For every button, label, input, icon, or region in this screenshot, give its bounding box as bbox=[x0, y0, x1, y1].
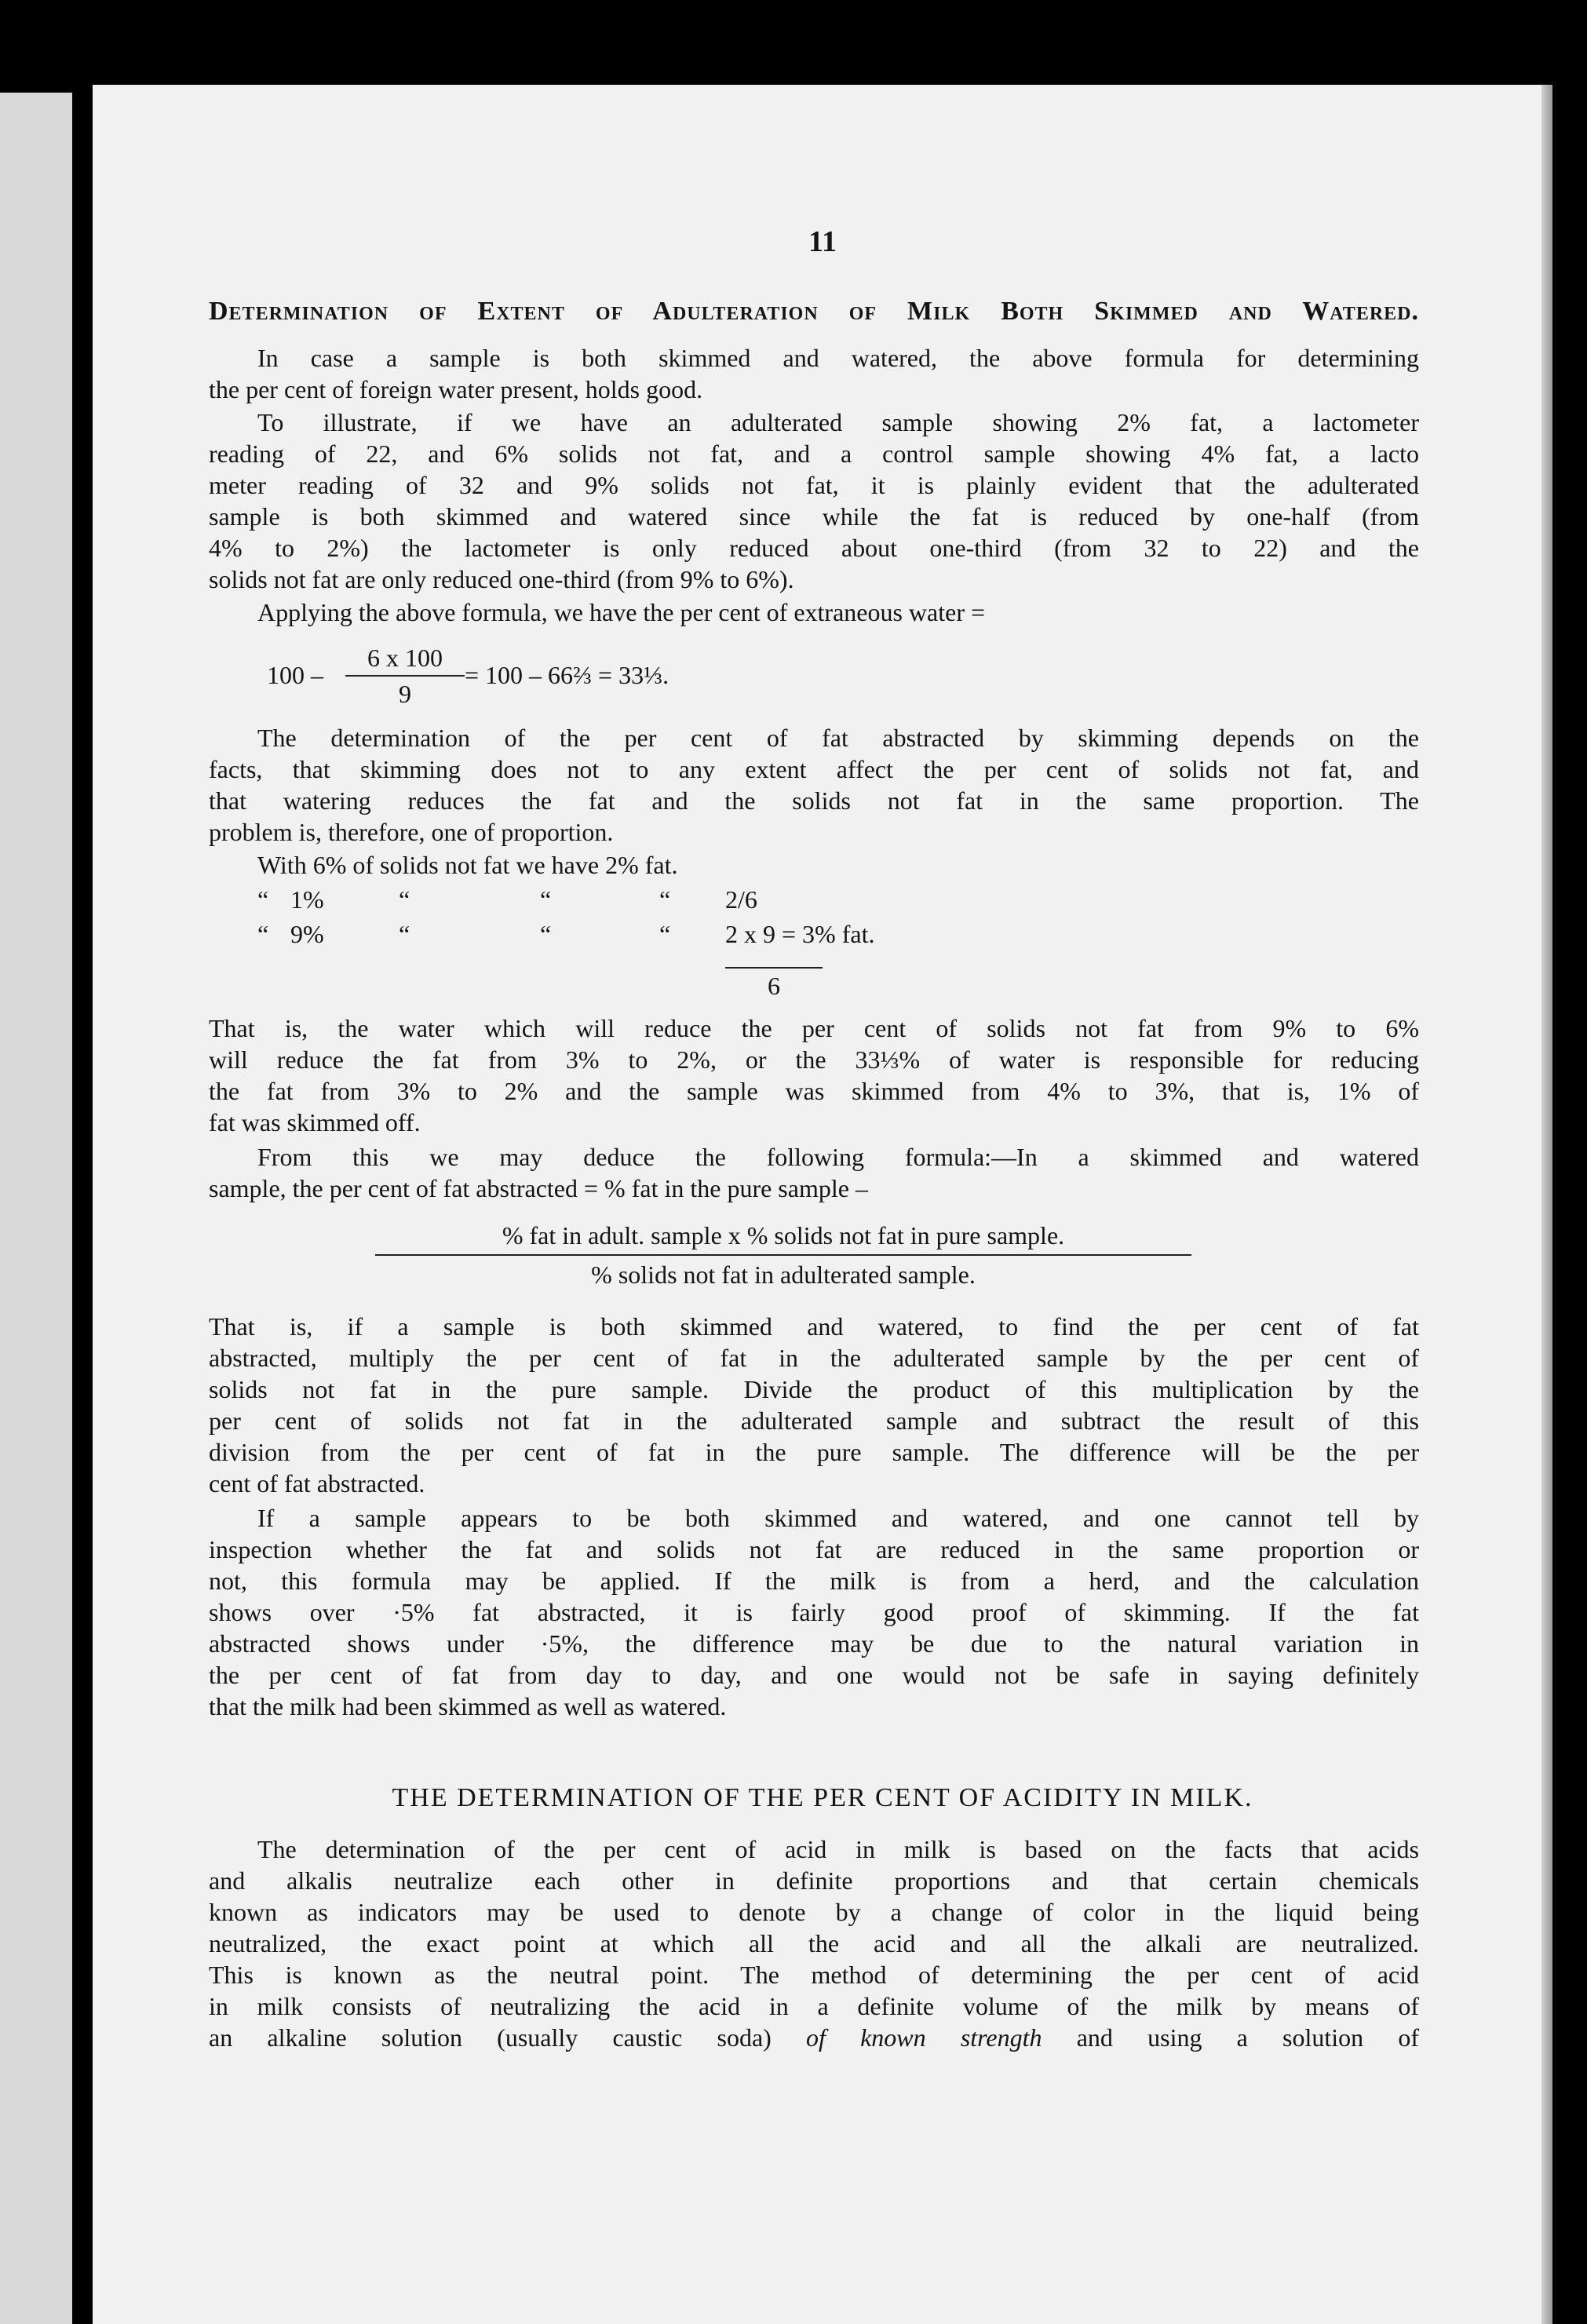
para-2-line: reading of 22, and 6% solids not fat, and a control sample showing 4% fat, a lacto bbox=[209, 440, 1419, 468]
para-8-line: that the milk had been skimmed as well as watered. bbox=[209, 1692, 727, 1720]
para-9-text: an alkaline solution (usually caustic soda) bbox=[209, 2023, 806, 2052]
para-2-line: 4% to 2%) the lactometer is only reduced about one-third (from 32 to 22) and the bbox=[209, 534, 1419, 562]
proportion-row-2-value: 1% bbox=[290, 885, 324, 914]
proportion-row-2-result: 2/6 bbox=[725, 885, 757, 914]
para-1-line: In case a sample is both skimmed and watered, the above formula for determining bbox=[257, 344, 1419, 372]
para-5-line: will reduce the fat from 3% to 2%, or the 33⅓% of water is responsible for reducing bbox=[209, 1045, 1419, 1074]
para-9-text: and using a solution of bbox=[1042, 2023, 1420, 2052]
para-4-line: The determination of the per cent of fat abstracted by skimming depends on the bbox=[257, 724, 1419, 752]
ditto-mark: “ bbox=[257, 885, 269, 914]
para-9-line: known as indicators may be used to denote by a change of color in the liquid being bbox=[209, 1898, 1419, 1926]
para-9-line: in milk consists of neutralizing the acid in a definite volume of the milk by means of bbox=[209, 1992, 1419, 2020]
para-2-line: To illustrate, if we have an adulterated sample showing 2% fat, a lactometer bbox=[257, 408, 1419, 436]
section-heading-adulteration: Determination of Extent of Adulteration of Milk Both Skimmed and Watered. bbox=[209, 297, 1419, 326]
para-7-line: solids not fat in the pure sample. Divide the product of this multiplication by the bbox=[209, 1375, 1419, 1403]
ditto-mark: “ bbox=[399, 920, 410, 948]
eq-1-denominator: 9 bbox=[399, 680, 411, 708]
proportion-row-1: With 6% of solids not fat we have 2% fat. bbox=[257, 851, 678, 879]
para-6-line: From this we may deduce the following formula:—In a skimmed and watered bbox=[257, 1143, 1419, 1171]
eq-2-numerator: % fat in adult. sample x % solids not fat in pure sample. bbox=[502, 1221, 1065, 1250]
proportion-row-3-value: 9% bbox=[290, 920, 324, 948]
para-8-line: shows over ·5% fat abstracted, it is fairly good proof of skimming. If the fat bbox=[209, 1598, 1419, 1626]
eq-1-lhs: 100 – bbox=[267, 661, 323, 689]
para-7-line: That is, if a sample is both skimmed and watered, to find the per cent of fat bbox=[209, 1312, 1419, 1341]
ditto-mark: “ bbox=[257, 920, 269, 948]
para-8-line: abstracted shows under ·5%, the difference may be due to the natural variation in bbox=[209, 1629, 1419, 1658]
section-heading-acidity: THE DETERMINATION OF THE PER CENT OF ACIDITY IN MILK. bbox=[392, 1783, 1253, 1812]
para-6-line: sample, the per cent of fat abstracted = % fat in the pure sample – bbox=[209, 1174, 868, 1202]
para-5-line: fat was skimmed off. bbox=[209, 1108, 421, 1136]
ditto-mark: “ bbox=[659, 920, 671, 948]
emphasis-known-strength: of known strength bbox=[806, 2023, 1042, 2052]
eq-1-fraction-bar bbox=[345, 675, 465, 677]
para-8-line: not, this formula may be applied. If the milk is from a herd, and the calculation bbox=[209, 1567, 1419, 1595]
para-9-line: neutralized, the exact point at which all the acid and all the alkali are neutralized. bbox=[209, 1929, 1419, 1957]
para-7-line: cent of fat abstracted. bbox=[209, 1469, 425, 1498]
ditto-mark: “ bbox=[659, 885, 671, 914]
para-5-line: That is, the water which will reduce the per cent of solids not fat from 9% to 6% bbox=[209, 1014, 1419, 1042]
para-4-line: that watering reduces the fat and the solids not fat in the same proportion. The bbox=[209, 786, 1419, 815]
para-8-line: If a sample appears to be both skimmed and watered, and one cannot tell by bbox=[257, 1504, 1419, 1532]
para-7-line: division from the per cent of fat in the pure sample. The difference will be the per bbox=[209, 1438, 1419, 1466]
eq-2-denominator: % solids not fat in adulterated sample. bbox=[591, 1261, 976, 1289]
para-1-line: the per cent of foreign water present, holds good. bbox=[209, 375, 703, 403]
para-9-line: The determination of the per cent of acid in milk is based on the facts that acids bbox=[257, 1835, 1419, 1863]
proportion-row-3-denominator: 6 bbox=[768, 972, 780, 1000]
para-2-line: solids not fat are only reduced one-third (from 9% to 6%). bbox=[209, 565, 794, 593]
para-2-line: sample is both skimmed and watered since while the fat is reduced by one-half (from bbox=[209, 502, 1419, 531]
para-4-line: problem is, therefore, one of proportion. bbox=[209, 818, 614, 846]
eq-2-fraction-bar bbox=[375, 1254, 1191, 1256]
page-number: 11 bbox=[808, 225, 837, 258]
book-page bbox=[93, 85, 1552, 2324]
eq-1-rhs: = 100 – 66⅔ = 33⅓. bbox=[465, 661, 669, 689]
left-page-edge bbox=[0, 93, 72, 2324]
para-3-line: Applying the above formula, we have the per cent of extraneous water = bbox=[257, 598, 986, 626]
ditto-mark: “ bbox=[399, 885, 410, 914]
ditto-mark: “ bbox=[540, 885, 552, 914]
para-7-line: abstracted, multiply the per cent of fat in the adulterated sample by the per cent of bbox=[209, 1344, 1419, 1372]
page-right-edge bbox=[1541, 85, 1552, 2324]
eq-1-numerator: 6 x 100 bbox=[367, 644, 443, 672]
proportion-fraction-bar bbox=[725, 967, 823, 969]
para-4-line: facts, that skimming does not to any extent affect the per cent of solids not fat, and bbox=[209, 755, 1419, 783]
proportion-row-3-result: 2 x 9 = 3% fat. bbox=[725, 920, 875, 948]
para-9-last-line bbox=[209, 2022, 1419, 2053]
para-8-line: inspection whether the fat and solids not fat are reduced in the same proportion or bbox=[209, 1535, 1419, 1563]
para-5-line: the fat from 3% to 2% and the sample was skimmed from 4% to 3%, that is, 1% of bbox=[209, 1077, 1419, 1105]
para-8-line: the per cent of fat from day to day, and one would not be safe in saying definitely bbox=[209, 1661, 1419, 1689]
para-2-line: meter reading of 32 and 9% solids not fat, it is plainly evident that the adulterated bbox=[209, 471, 1419, 499]
para-7-line: per cent of solids not fat in the adulterated sample and subtract the result of this bbox=[209, 1406, 1419, 1435]
para-9-line: and alkalis neutralize each other in definite proportions and that certain chemicals bbox=[209, 1866, 1419, 1895]
ditto-mark: “ bbox=[540, 920, 552, 948]
para-9-line: This is known as the neutral point. The method of determining the per cent of acid bbox=[209, 1961, 1419, 1989]
